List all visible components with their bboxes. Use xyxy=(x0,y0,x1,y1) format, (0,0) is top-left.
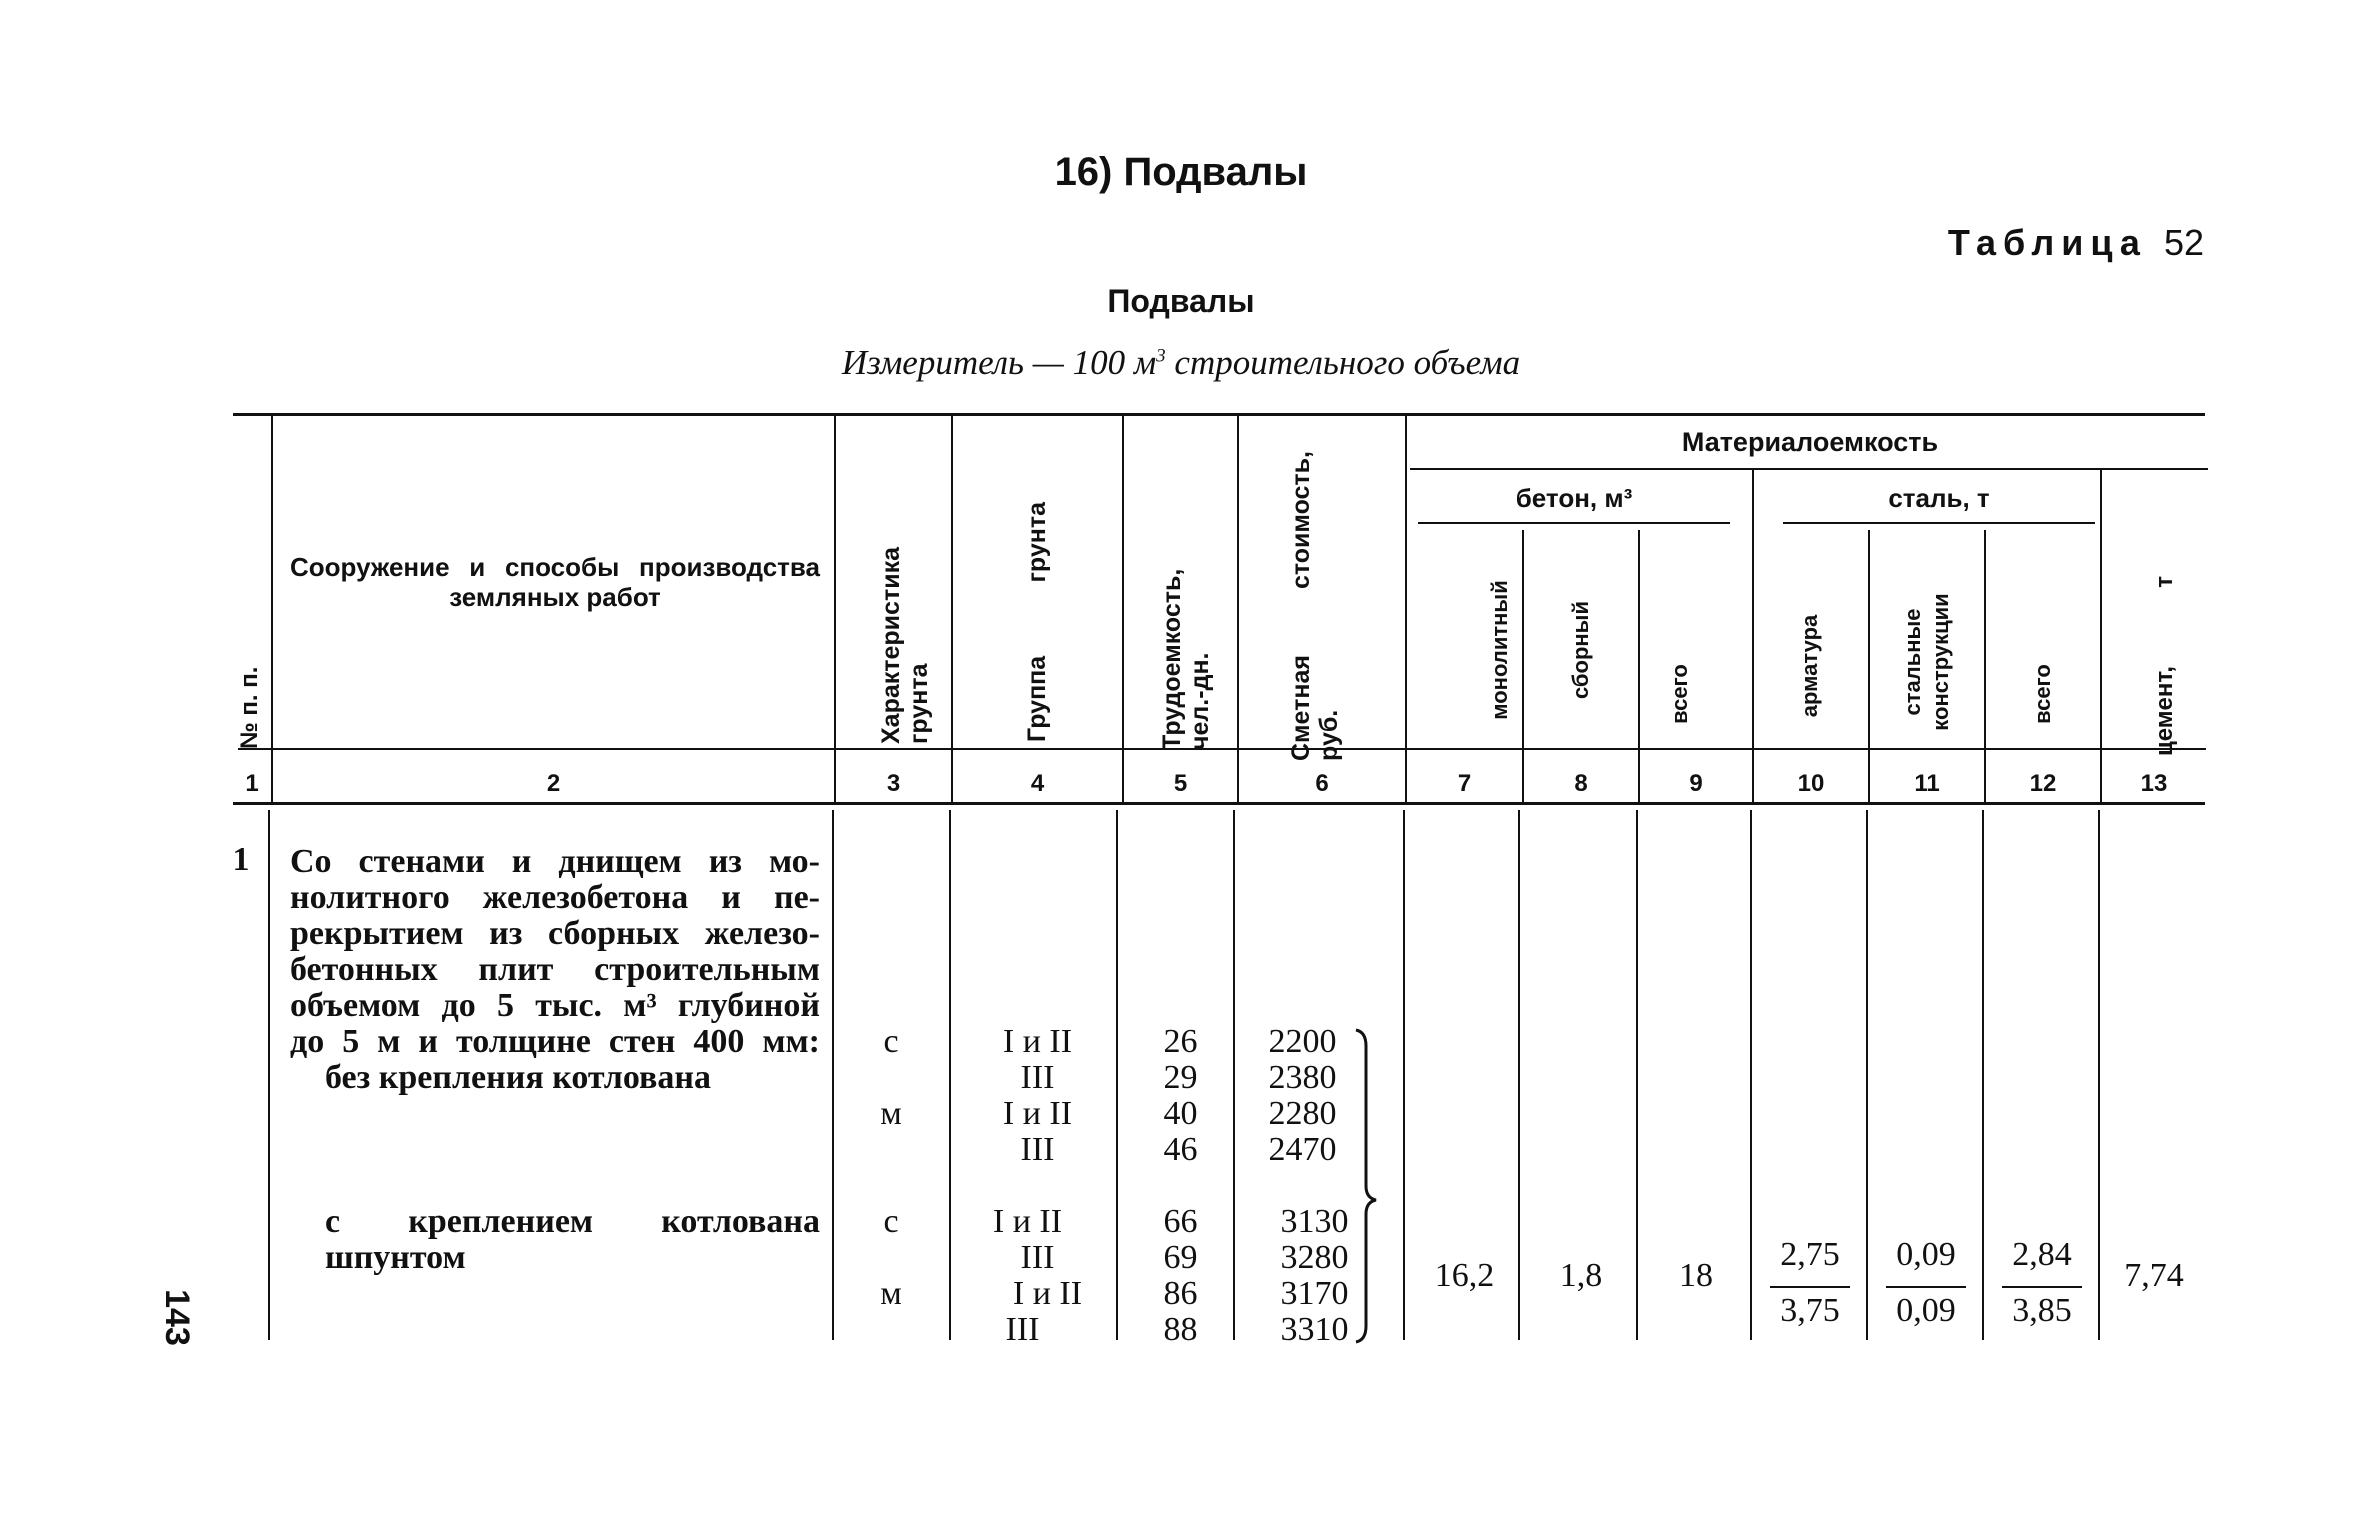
header-cost-l1: Сметная стоимость, xyxy=(1287,451,1315,761)
cost-value: 2280 xyxy=(1268,1095,1337,1132)
hdr-vline xyxy=(951,415,953,802)
table-number-value: 52 xyxy=(2163,222,2204,263)
soil-group: III xyxy=(1020,1131,1055,1168)
header-precast: сборный xyxy=(1568,601,1593,700)
soil-group: I и II xyxy=(1012,1275,1083,1312)
cost-value: 3170 xyxy=(1280,1275,1349,1312)
page-number: 143 xyxy=(157,1289,196,1346)
section-title: 16) Подвалы xyxy=(1054,150,1308,194)
header-steel-structures-l2: конструкции xyxy=(1928,593,1953,731)
hdr-vline xyxy=(1638,530,1640,802)
soil-char: с xyxy=(883,1023,899,1060)
header-rebar: арматура xyxy=(1797,614,1822,718)
body-vline xyxy=(1403,810,1405,1340)
hdr-vline xyxy=(1122,415,1124,802)
header-num: № п. п. xyxy=(236,666,263,749)
table-top-rule xyxy=(233,413,2205,416)
col-number: 11 xyxy=(1914,770,1940,797)
desc-line: до 5 м и толщине стен 400 мм: xyxy=(290,1023,820,1060)
soil-group: III xyxy=(1020,1059,1055,1096)
header-soil-char-l1: Характеристика xyxy=(877,547,905,744)
header-materials: Материалоемкость xyxy=(1681,427,1939,457)
body-vline xyxy=(1866,810,1868,1340)
total-steel-bottom: 3,85 xyxy=(2012,1292,2072,1329)
cost-brace-icon xyxy=(1352,1026,1382,1346)
fraction-bar xyxy=(2002,1286,2082,1288)
header-soil-char xyxy=(877,504,937,744)
body-vline xyxy=(1982,810,1984,1340)
header-structure: Сооружение и способы производства земляных работ xyxy=(290,552,820,612)
table-caption: Подвалы xyxy=(1107,283,1255,319)
header-total-steel: всего xyxy=(2030,664,2055,724)
soil-group: I и II xyxy=(992,1203,1063,1240)
body-vline xyxy=(949,810,951,1340)
col-number: 13 xyxy=(2140,770,2168,797)
steel-rule xyxy=(1783,522,2095,524)
sub-no-shoring: без крепления котлована xyxy=(325,1059,711,1096)
col-number: 1 xyxy=(245,770,259,797)
unit-prefix: Измеритель — 100 м xyxy=(841,343,1157,382)
header-soil-group: Группа грунта xyxy=(1023,502,1051,742)
cost-value: 3280 xyxy=(1280,1239,1349,1276)
body-vline xyxy=(832,810,834,1340)
desc-line: нолитного железобетона и пе- xyxy=(290,879,820,916)
cost-value: 2470 xyxy=(1268,1131,1337,1168)
header-cost-l2: руб. xyxy=(1315,709,1343,761)
cost-value: 3130 xyxy=(1280,1203,1349,1240)
cost-value: 2200 xyxy=(1268,1023,1337,1060)
soil-group: I и II xyxy=(1002,1023,1073,1060)
labor-value: 86 xyxy=(1163,1275,1198,1312)
header-steel-structures-l1: стальные xyxy=(1900,608,1925,716)
steel-structures-fraction xyxy=(1886,1236,1966,1336)
table-unit xyxy=(0,343,2362,383)
monolithic-value: 16,2 xyxy=(1434,1257,1495,1294)
rebar-top: 2,75 xyxy=(1780,1236,1840,1273)
col-number: 3 xyxy=(886,770,901,797)
labor-value: 29 xyxy=(1163,1059,1198,1096)
fraction-bar xyxy=(1886,1286,1966,1288)
header-soil-char-l2: грунта xyxy=(905,663,933,744)
col-number: 5 xyxy=(1173,770,1188,797)
header-labor xyxy=(1158,510,1218,750)
row-number: 1 xyxy=(232,841,250,878)
col-number: 6 xyxy=(1315,770,1329,797)
materials-rule xyxy=(1410,468,2208,470)
col-number: 12 xyxy=(2029,770,2057,797)
hdr-vline xyxy=(1405,415,1407,802)
precast-value: 1,8 xyxy=(1559,1257,1603,1294)
hdr-vline xyxy=(1237,415,1239,802)
unit-suffix: строительного объема xyxy=(1165,343,1521,382)
col-number: 9 xyxy=(1689,770,1703,797)
labor-value: 26 xyxy=(1163,1023,1198,1060)
soil-group: III xyxy=(1020,1239,1055,1276)
desc-line: рекрытием из сборных железо- xyxy=(290,915,820,952)
soil-char: с xyxy=(883,1203,899,1240)
desc-line: объемом до 5 тыс. м³ глубиной xyxy=(290,987,820,1024)
sub-with-shoring xyxy=(325,1204,820,1276)
sub-with-shoring-l2: шпунтом xyxy=(325,1239,466,1276)
header-steel-structures xyxy=(1899,567,1955,757)
total-steel-fraction xyxy=(2002,1236,2082,1336)
header-cost xyxy=(1287,451,1347,761)
body-vline xyxy=(268,810,270,1340)
col-number: 10 xyxy=(1797,770,1825,797)
labor-value: 88 xyxy=(1163,1311,1198,1348)
col-number: 2 xyxy=(546,770,561,797)
soil-group: III xyxy=(1005,1311,1040,1348)
fraction-bar xyxy=(1770,1286,1850,1288)
total-concrete-value: 18 xyxy=(1679,1257,1713,1294)
soil-char: м xyxy=(880,1095,902,1132)
hdr-vline xyxy=(834,415,836,802)
hdr-vline xyxy=(1868,530,1870,802)
steel-structures-top: 0,09 xyxy=(1896,1236,1956,1273)
hdr-vline xyxy=(2100,470,2102,802)
hdr-vline xyxy=(1522,530,1524,802)
table-number-label: Таблица xyxy=(1947,222,2147,263)
labor-value: 69 xyxy=(1163,1239,1198,1276)
col-number: 7 xyxy=(1457,770,1472,797)
body-vline xyxy=(2098,810,2100,1340)
concrete-rule xyxy=(1418,522,1730,524)
labor-value: 46 xyxy=(1163,1131,1198,1168)
total-steel-top: 2,84 xyxy=(2012,1236,2072,1273)
desc-line: бетонных плит строительным xyxy=(290,951,820,988)
cost-value: 2380 xyxy=(1268,1059,1337,1096)
row-description xyxy=(290,844,820,1060)
rebar-fraction xyxy=(1770,1236,1850,1336)
col-number: 8 xyxy=(1574,770,1588,797)
soil-group: I и II xyxy=(1002,1095,1073,1132)
rebar-bottom: 3,75 xyxy=(1780,1292,1840,1329)
header-concrete: бетон, м³ xyxy=(1515,483,1633,513)
sub-with-shoring-l1: с креплением котлована xyxy=(325,1203,820,1240)
header-steel: сталь, т xyxy=(1888,483,1990,513)
steel-structures-bottom: 0,09 xyxy=(1896,1292,1956,1329)
soil-char: м xyxy=(880,1275,902,1312)
cement-value: 7,74 xyxy=(2124,1257,2184,1294)
desc-line: Со стенами и днищем из мо- xyxy=(290,843,820,880)
header-labor-l2: чел.-дн. xyxy=(1186,652,1214,750)
col-number: 4 xyxy=(1030,770,1045,797)
header-total-concrete: всего xyxy=(1667,664,1692,724)
table-number xyxy=(1948,222,2204,264)
header-monolithic: монолитный xyxy=(1487,580,1512,720)
unit-sup: 3 xyxy=(1156,345,1166,367)
cost-value: 3310 xyxy=(1280,1311,1349,1348)
hdr-vline xyxy=(1752,470,1754,802)
header-cement: цемент, т xyxy=(2151,576,2178,756)
colnum-bottom-rule xyxy=(233,802,2205,805)
labor-value: 40 xyxy=(1163,1095,1198,1132)
header-labor-l1: Трудоемкость, xyxy=(1158,568,1186,750)
hdr-vline xyxy=(271,415,273,802)
hdr-vline xyxy=(1984,530,1986,802)
labor-value: 66 xyxy=(1163,1203,1198,1240)
